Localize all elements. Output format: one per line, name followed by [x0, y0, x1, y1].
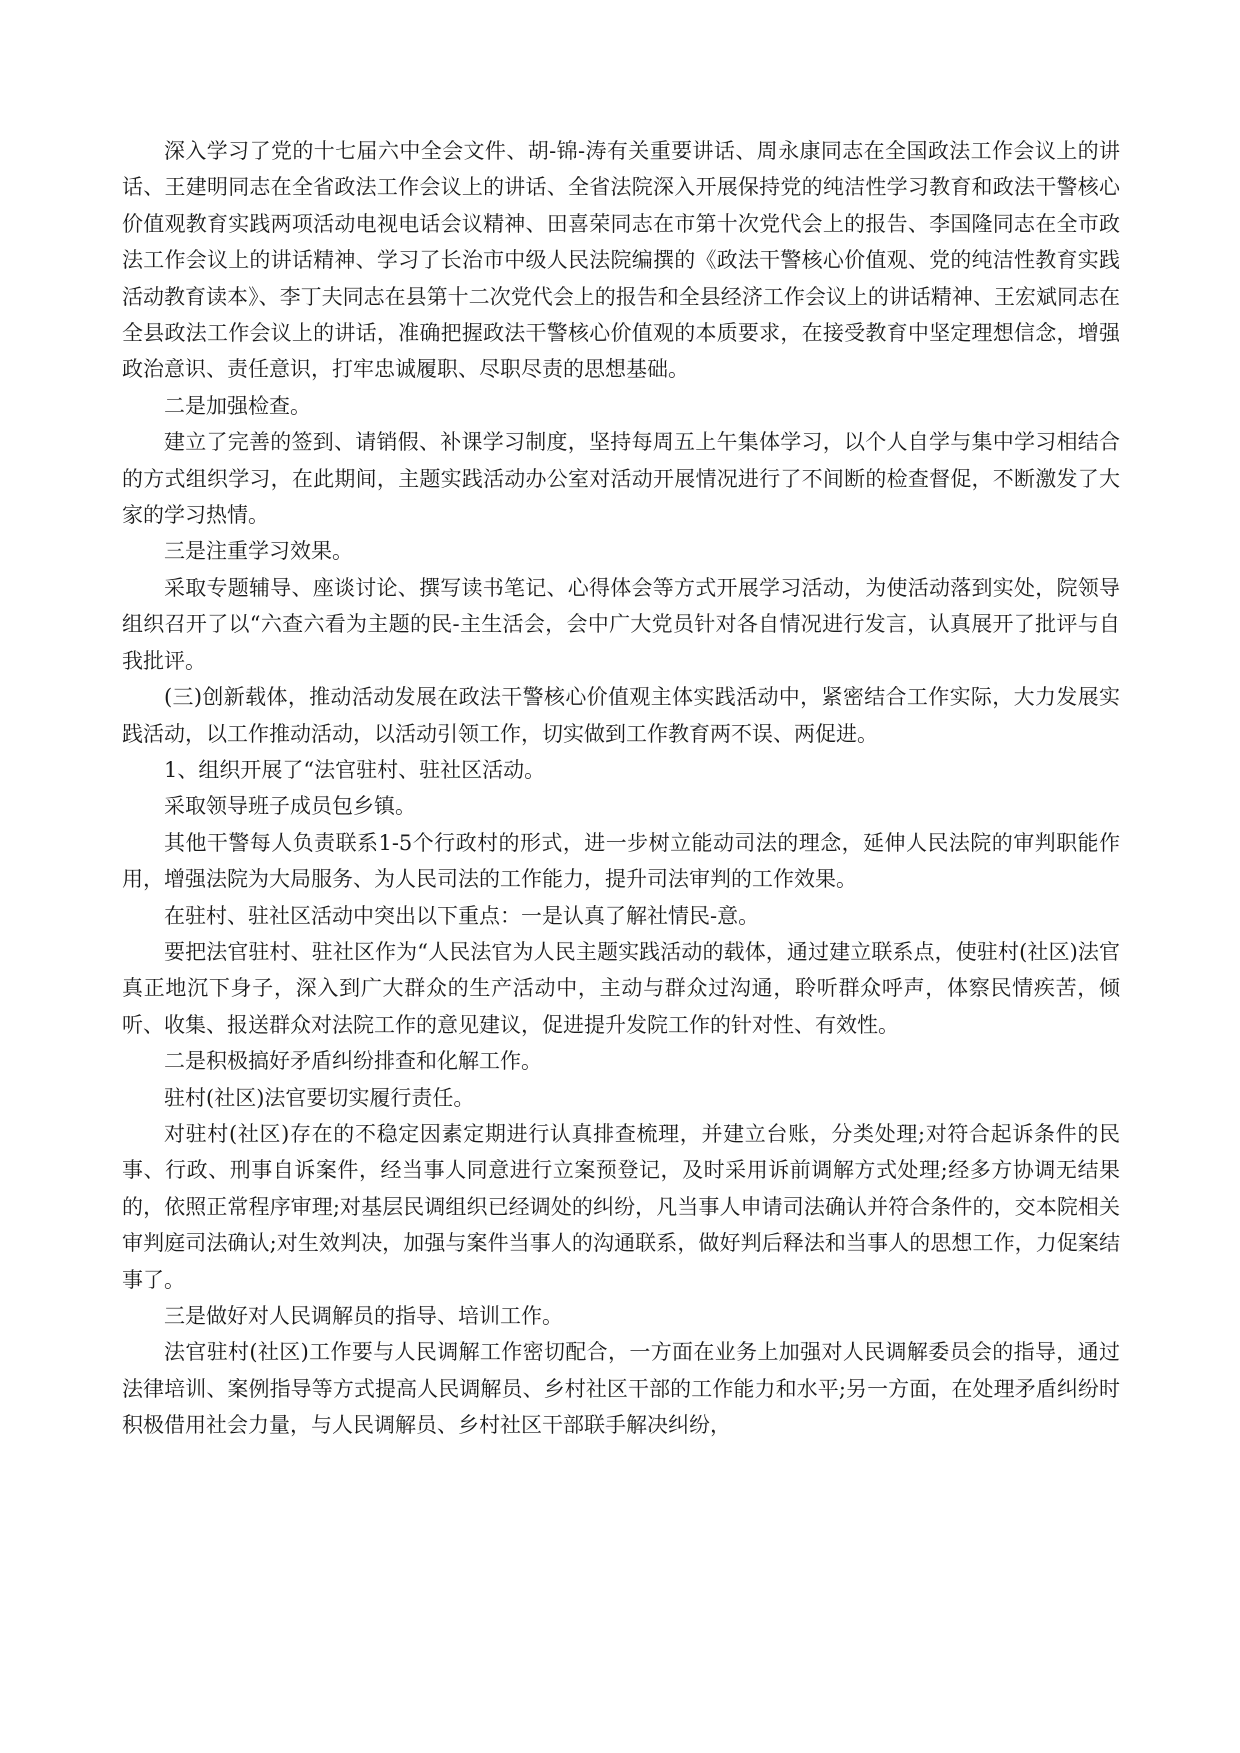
paragraph: 驻村(社区)法官要切实履行责任。 [164, 1085, 475, 1110]
paragraph: 深入学习了党的十七届六中全会文件、胡-锦-涛有关重要讲话、周永康同志在全国政法工作会议上的讲话、王建明同志在全省政法工作会议上的讲话、全省法院深入开展保持党的纯洁性学习教育和政法干警核心价值观教育实践两项活动电视电话会议精神、田喜荣同志在市第十次党代会上的报告、李国隆同志在全市政法工作会议上的讲话精神、学习了长治市中级人民法院编撰的《政法干警核心价值观、党的纯洁性教育实践活动教育读本》、李丁夫同志在县第十二次党代会上的报告和全县经济工作会议上的讲话精神、王宏斌同志在全县政法工作会议上的讲话，准确把握政法干警核心价值观的本质要求，在接受教育中坚定理想信念，增强政治意识、责任意识，打牢忠诚履职、尽职尽责的思想基础。 [122, 139, 1120, 382]
paragraph: 二是积极搞好矛盾纠纷排查和化解工作。 [164, 1049, 542, 1074]
paragraph: 采取领导班子成员包乡镇。 [164, 794, 416, 819]
paragraph: 采取专题辅导、座谈讨论、撰写读书笔记、心得体会等方式开展学习活动，为使活动落到实处，院领导组织召开了以“六查六看为主题的民-主生活会，会中广大党员针对各自情况进行发言，认真展开了批评与自我批评。 [122, 575, 1120, 673]
paragraph: 建立了完善的签到、请销假、补课学习制度，坚持每周五上午集体学习，以个人自学与集中学习相结合的方式组织学习，在此期间，主题实践活动办公室对活动开展情况进行了不间断的检查督促，不断激发了大家的学习热情。 [122, 430, 1120, 528]
document-body [122, 133, 1120, 1444]
paragraph: 三是做好对人民调解员的指导、培训工作。 [164, 1304, 563, 1328]
paragraph: 法官驻村(社区)工作要与人民调解工作密切配合，一方面在业务上加强对人民调解委员会的指导，通过法律培训、案例指导等方式提高人民调解员、乡村社区干部的工作能力和水平;另一方面，在处理矛盾纠纷时积极借用社会力量，与人民调解员、乡村社区干部联手解决纠纷， [122, 1340, 1120, 1438]
paragraph: 要把法官驻村、驻社区作为“人民法官为人民主题实践活动的载体，通过建立联系点，使驻村(社区)法官真正地沉下身子，深入到广大群众的生产活动中，主动与群众过沟通，聆听群众呼声，体察民情疾苦，倾听、收集、报送群众对法院工作的意见建议，促进提升发院工作的针对性、有效性。 [122, 939, 1120, 1037]
paragraph: 在驻村、驻社区活动中突出以下重点：一是认真了解社情民-意。 [164, 903, 760, 928]
paragraph: 其他干警每人负责联系1-5个行政村的形式，进一步树立能动司法的理念，延伸人民法院的审判职能作用，增强法院为大局服务、为人民司法的工作能力，提升司法审判的工作效果。 [122, 830, 1120, 892]
paragraph: (三)创新载体，推动活动发展在政法干警核心价值观主体实践活动中，紧密结合工作实际，大力发展实践活动，以工作推动活动，以活动引领工作，切实做到工作教育两不误、两促进。 [122, 685, 1120, 746]
paragraph: 对驻村(社区)存在的不稳定因素定期进行认真排查梳理，并建立台账，分类处理;对符合起诉条件的民事、行政、刑事自诉案件，经当事人同意进行立案预登记，及时采用诉前调解方式处理;经多方协调无结果的，依照正常程序审理;对基层民调组织已经调处的纠纷，凡当事人申请司法确认并符合条件的，交本院相关审判庭司法确认;对生效判决，加强与案件当事人的沟通联系，做好判后释法和当事人的思想工作，力促案结事了。 [122, 1121, 1120, 1292]
paragraph: 二是加强检查。 [164, 393, 311, 418]
paragraph: 1、组织开展了“法官驻村、驻社区活动。 [164, 757, 546, 782]
paragraph: 三是注重学习效果。 [164, 539, 353, 564]
